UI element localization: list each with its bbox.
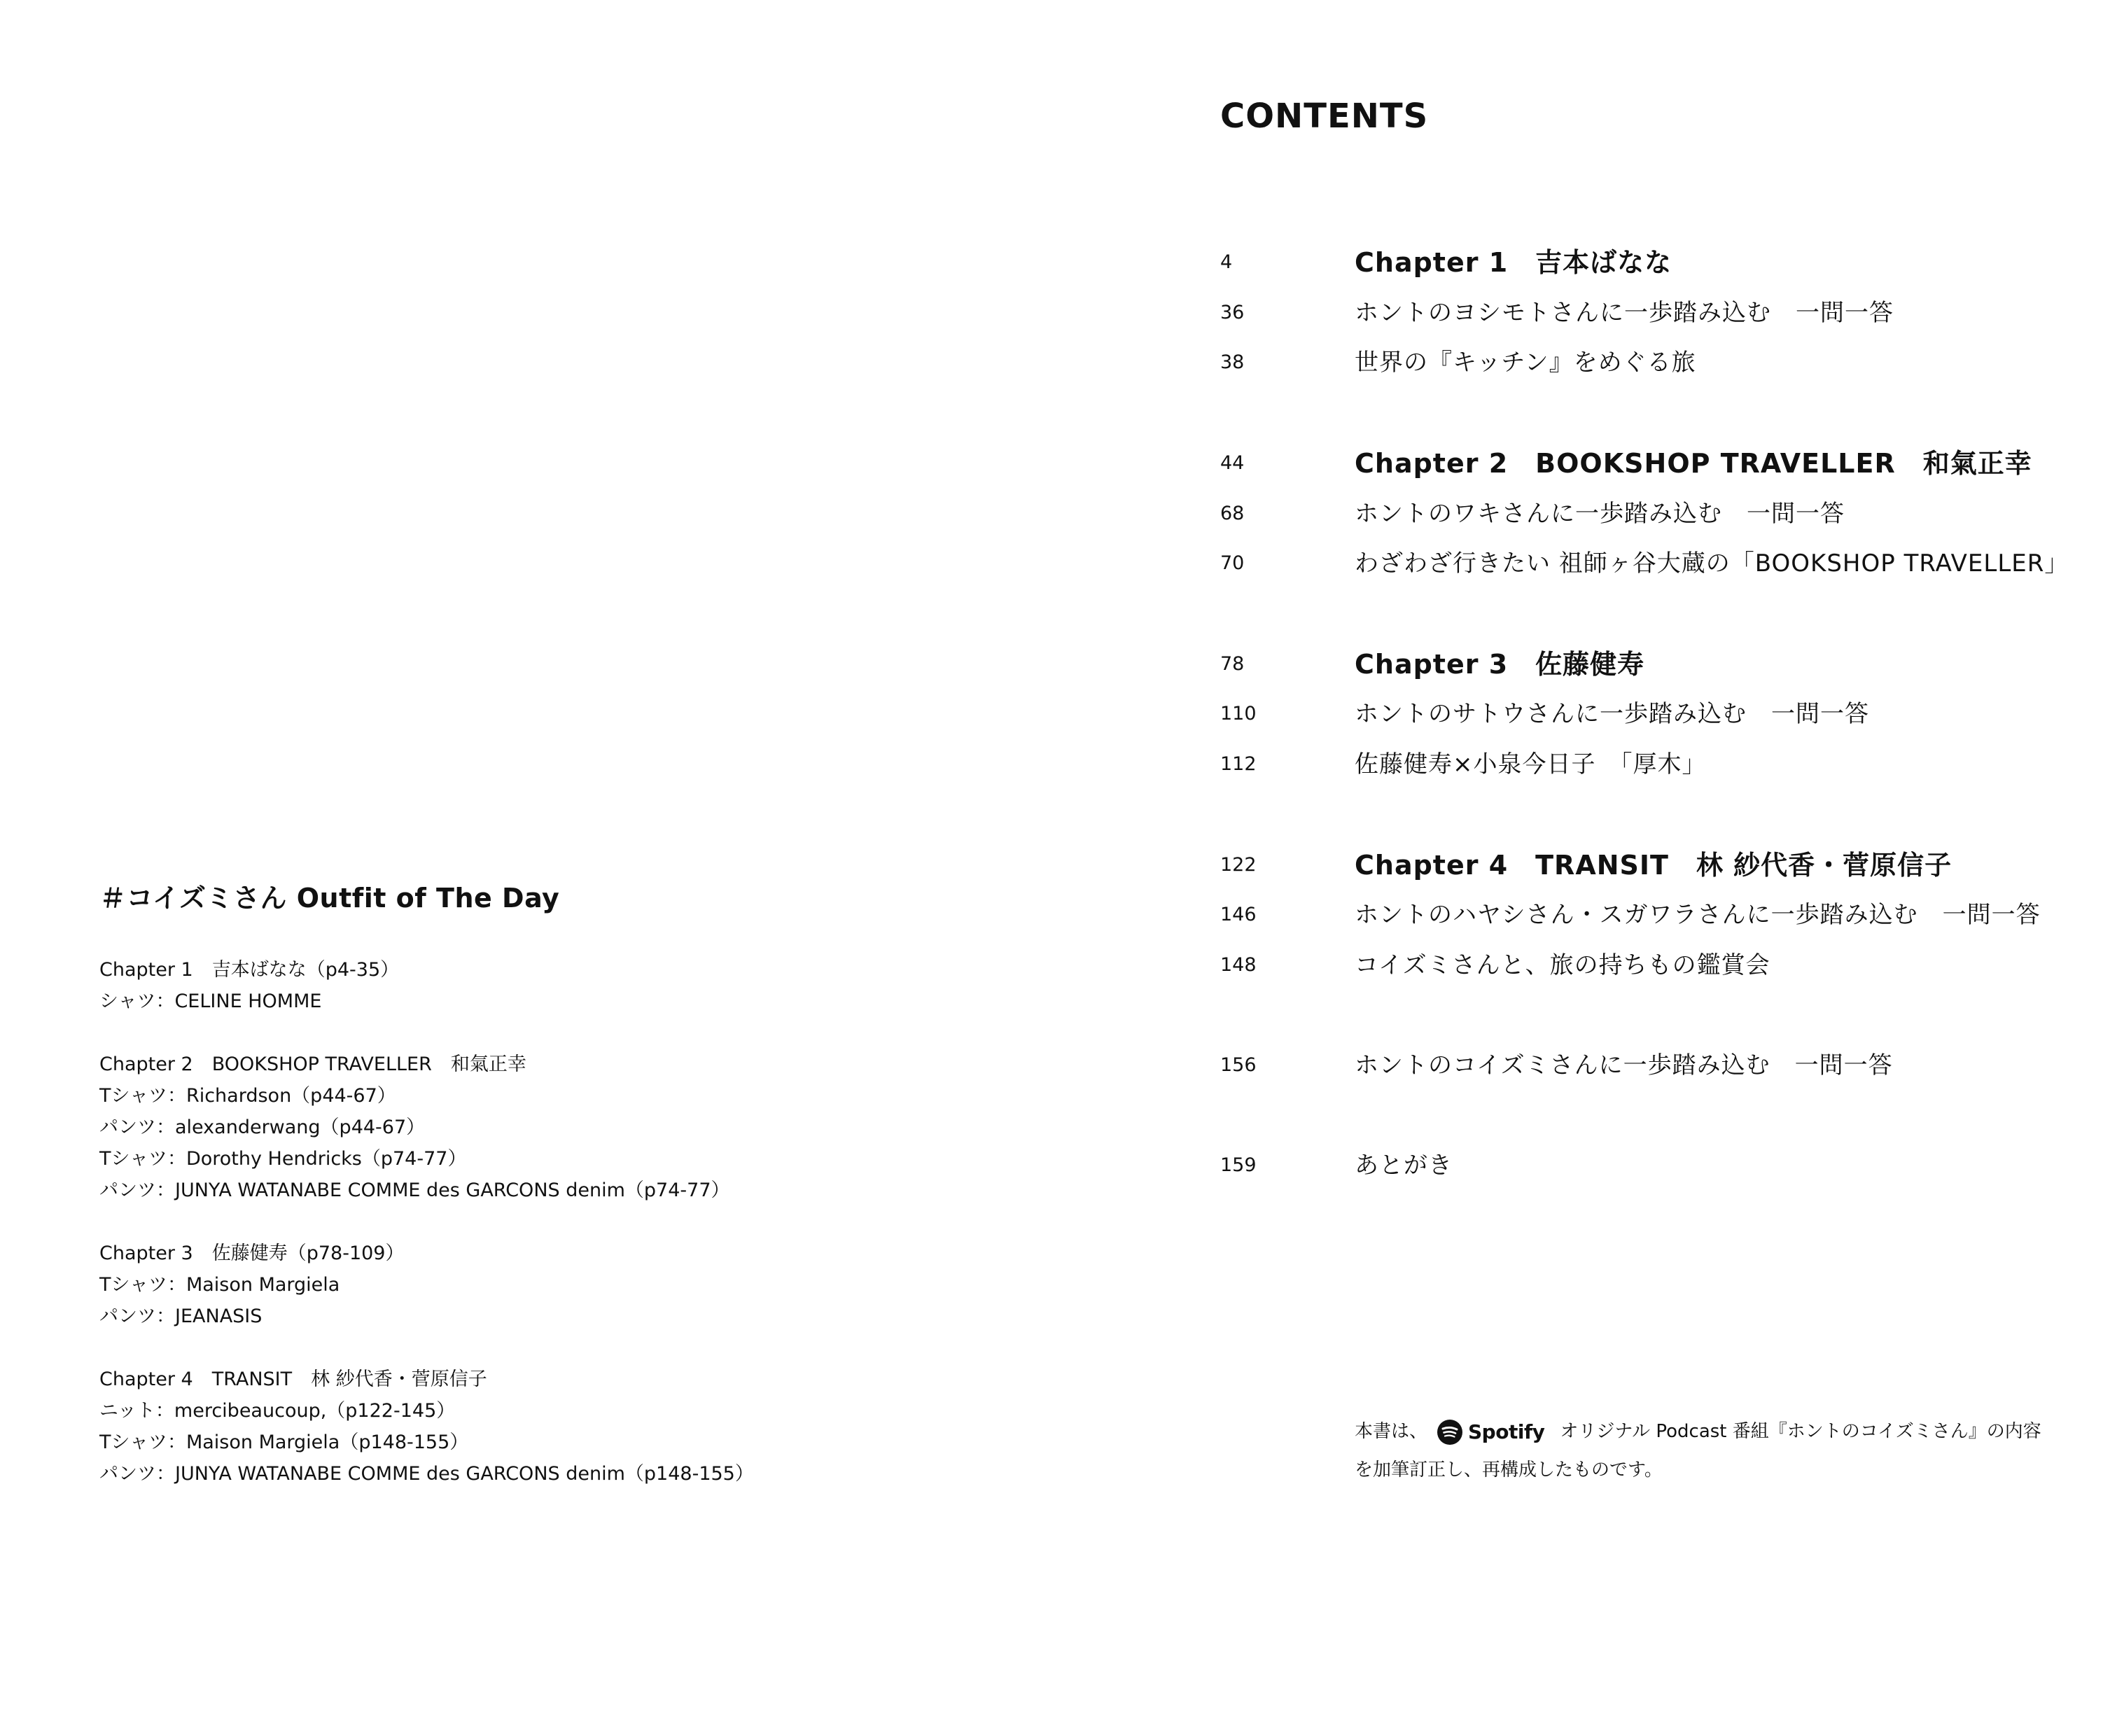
toc-page-number: 110 — [1220, 703, 1257, 724]
source-note-line-2: を加筆訂正し、再構成したものです。 — [1355, 1459, 1663, 1480]
toc-page-number: 4 — [1220, 251, 1233, 273]
outfit-line-ch1: Chapter 1 吉本ばなな（p4-35） — [99, 959, 400, 981]
toc-page-number: 159 — [1220, 1154, 1257, 1176]
outfit-line-ch2: Chapter 2 BOOKSHOP TRAVELLER 和氣正幸 — [99, 1054, 526, 1075]
contents-title: CONTENTS — [1220, 97, 1429, 136]
toc-page-number: 148 — [1220, 954, 1257, 976]
toc-chapter-title: Chapter 2 BOOKSHOP TRAVELLER 和氣正幸 — [1355, 448, 2032, 479]
toc-entry-title: 世界の『キッチン』をめぐる旅 — [1355, 349, 1696, 377]
note-suffix: オリジナル Podcast 番組『ホントのコイズミさん』の内容 — [1560, 1421, 2041, 1442]
toc-page-number: 112 — [1220, 753, 1257, 775]
toc-page-number: 68 — [1220, 503, 1245, 524]
toc-page-number: 70 — [1220, 552, 1245, 574]
toc-page-number: 146 — [1220, 904, 1257, 925]
outfit-line-ch3: Chapter 3 佐藤健寿（p78-109） — [99, 1242, 405, 1264]
toc-page-number: 38 — [1220, 351, 1245, 373]
toc-entry-title: ホントのサトウさんに一歩踏み込む 一問一答 — [1355, 700, 1869, 728]
outfit-line: ニット：mercibeaucoup,（p122-145） — [99, 1400, 456, 1422]
toc-entry-title: わざわざ行きたい 祖師ヶ谷大蔵の「BOOKSHOP TRAVELLER」 — [1355, 550, 2069, 578]
outfit-line: パンツ：JEANASIS — [99, 1306, 263, 1327]
outfit-line: Tシャツ：Richardson（p44-67） — [99, 1085, 396, 1107]
toc-chapter-title: Chapter 1 吉本ばなな — [1355, 247, 1672, 278]
toc-chapter-title: Chapter 3 佐藤健寿 — [1355, 649, 1645, 680]
toc-page-number: 122 — [1220, 854, 1257, 876]
outfit-line: パンツ：JUNYA WATANABE COMME des GARCONS denim（p148-155） — [99, 1463, 754, 1485]
spotify-logo-text: Spotify — [1468, 1420, 1545, 1443]
toc-entry-title: コイズミさんと、旅の持ちもの鑑賞会 — [1355, 951, 1770, 979]
toc-entry-title: ホントのコイズミさんに一歩踏み込む 一問一答 — [1355, 1051, 1893, 1079]
outfit-line: シャツ：CELINE HOMME — [99, 990, 322, 1012]
toc-entry-title: ホントのヨシモトさんに一歩踏み込む 一問一答 — [1355, 299, 1894, 327]
outfit-line: Tシャツ：Dorothy Hendricks（p74-77） — [99, 1148, 467, 1170]
spotify-logo-icon — [1437, 1420, 1462, 1445]
spotify-logo — [1437, 1413, 1544, 1451]
toc-entry-title: あとがき — [1355, 1152, 1453, 1180]
toc-entry-title: 佐藤健寿×小泉今日子 「厚木」 — [1355, 750, 1707, 778]
toc-entry-title: ホントのハヤシさん・スガワラさんに一歩踏み込む 一問一答 — [1355, 901, 2041, 929]
outfit-section-title: ＃コイズミさん Outfit of The Day — [99, 883, 560, 913]
outfit-line: パンツ：JUNYA WATANABE COMME des GARCONS denim（p74-77） — [99, 1180, 730, 1201]
toc-page-number: 156 — [1220, 1054, 1257, 1076]
toc-page-number: 78 — [1220, 653, 1245, 675]
note-prefix: 本書は、 — [1355, 1421, 1428, 1442]
toc-entry-title: ホントのワキさんに一歩踏み込む 一問一答 — [1355, 500, 1845, 528]
outfit-line: パンツ：alexanderwang（p44-67） — [99, 1116, 426, 1138]
toc-chapter-title: Chapter 4 TRANSIT 林 紗代香・菅原信子 — [1355, 850, 1952, 881]
outfit-line: Tシャツ：Maison Margiela — [99, 1274, 340, 1296]
outfit-line-ch4: Chapter 4 TRANSIT 林 紗代香・菅原信子 — [99, 1368, 487, 1390]
source-note — [1355, 1413, 2041, 1489]
outfit-line: Tシャツ：Maison Margiela（p148-155） — [99, 1432, 469, 1453]
toc-page-number: 44 — [1220, 452, 1245, 474]
toc-page-number: 36 — [1220, 302, 1245, 323]
source-note-line-1 — [1355, 1413, 2041, 1451]
